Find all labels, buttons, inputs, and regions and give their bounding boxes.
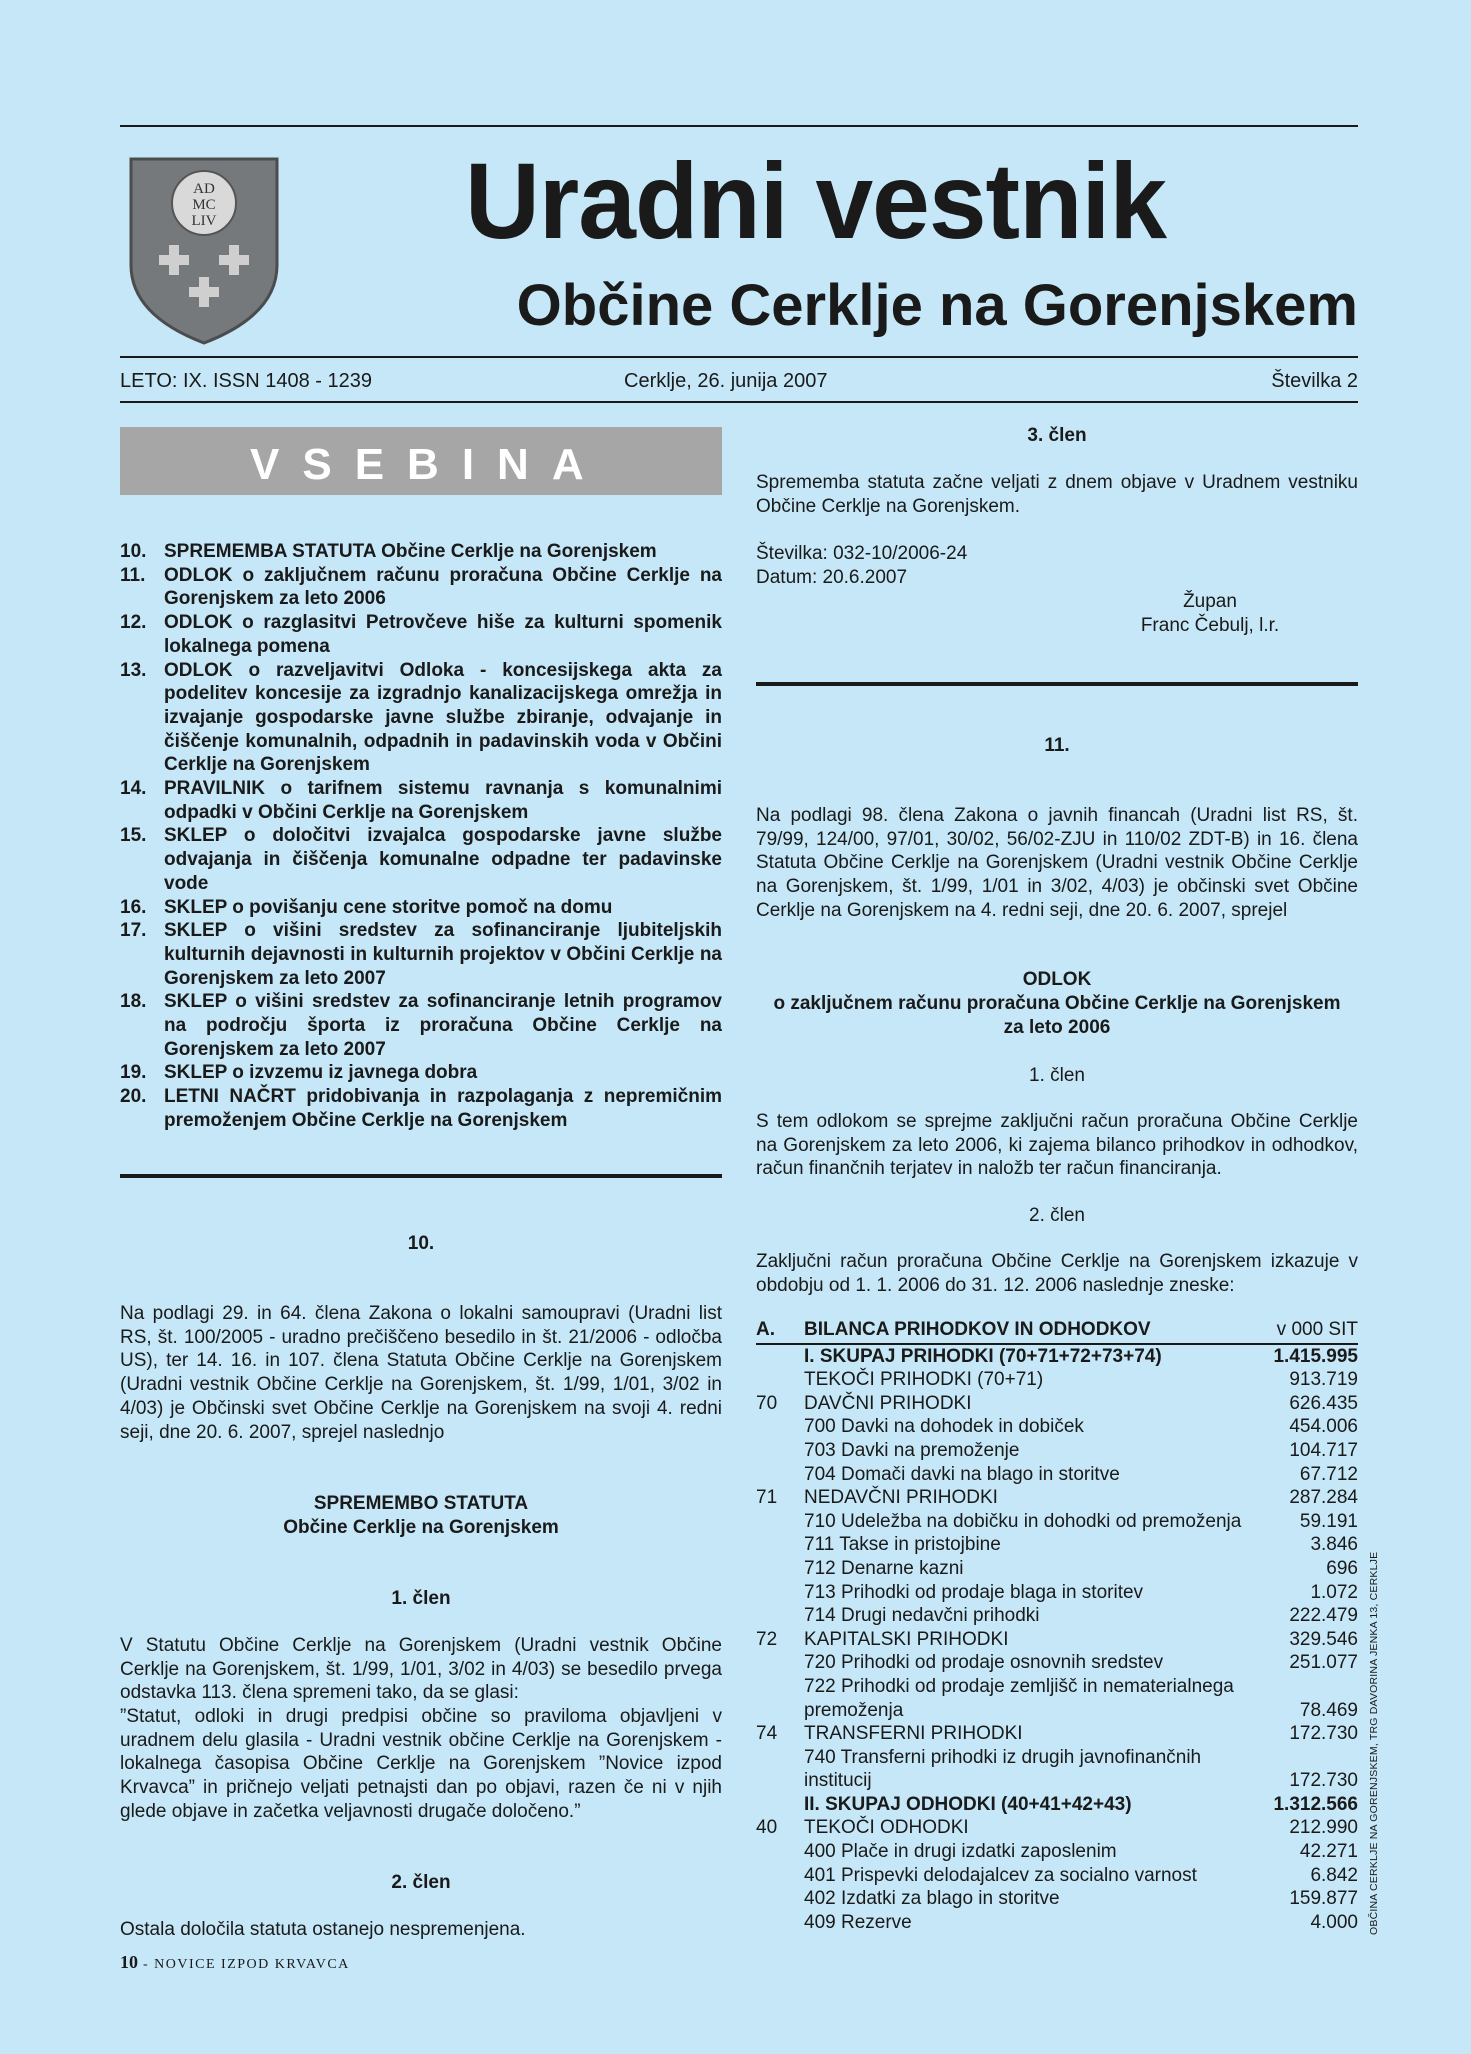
toc-item: 17. SKLEP o višini sredstev za sofinanciranje ljubiteljskih kulturnih dejavnosti in kulturnih projektov v Občini Cerklje na Gorenjskem za leto 2007 (120, 920, 722, 989)
meta-bottom-rule (120, 401, 1358, 403)
act11-title-3: za leto 2006 (1003, 1017, 1111, 1038)
row-label: TEKOČI PRIHODKI (70+71) (804, 1369, 1044, 1391)
table-header (756, 1318, 1358, 1345)
act10-title-2: Občine Cerklje na Gorenjskem (283, 1517, 559, 1538)
row-code (756, 1651, 804, 1675)
page-footer (120, 1952, 350, 1973)
row-label: 400 Plače in drugi izdatki zaposlenim (804, 1841, 1117, 1863)
act11-article-2: 2. člen (1029, 1205, 1085, 1226)
side-address: OBČINA CERKLJE NA GORENJSKEM, TRG DAVORINA JENKA 13, CERKLJE (1368, 1551, 1380, 1935)
row-code: 70 (756, 1392, 778, 1414)
row-label: TRANSFERNI PRIHODKI (804, 1723, 1023, 1745)
coat-of-arms-icon (127, 155, 281, 345)
place-date: Cerklje, 26. junija 2007 (624, 370, 828, 392)
act11-article-1-text: S tem odlokom se sprejme zaključni račun proračuna Občine Cerklje na Gorenjskem za leto 2006, ki zajema bilanco prihodkov in odhodkov, račun finančnih terjatev in naložb ter račun financiranja. (756, 1111, 1358, 1180)
table-row (756, 1722, 1358, 1746)
table-row (756, 1439, 1358, 1463)
row-code (756, 1368, 804, 1392)
act10-article-3: 3. člen (1027, 425, 1087, 446)
act10-number: 10. (407, 1233, 435, 1254)
page-number: 10 (120, 1952, 138, 1972)
contents-bottom-rule (120, 1174, 722, 1178)
row-label: 401 Prispevki delodajalcev za socialno varnost (804, 1864, 1197, 1886)
act11-intro: Na podlagi 98. člena Zakona o javnih financah (Uradni list RS, št. 79/99, 124/00, 97/01, 30/02, 56/02-ZJU in 110/02 ZDT-B) in 16. člena Statuta Občine Cerklje na Gorenjskem (Uradni vestnik Občine Cerklje na Gorenjskem, št. 1/99, 1/01 in 3/02, 4/03) je občinski svet Občine Cerklje na Gorenjskem na 4. redni seji, dne 20. 6. 2007, sprejel (756, 805, 1358, 921)
row-label: 714 Drugi nedavčni prihodki (804, 1605, 1040, 1627)
row-code (756, 1746, 804, 1793)
toc-item: 14. PRAVILNIK o tarifnem sistemu ravnanja s komunalnimi odpadki v Občini Cerklje na Gorenjskem (120, 778, 722, 823)
table-row (756, 1486, 1358, 1510)
toc-item: 20. LETNI NAČRT pridobivanja in razpolaganja z nepremičnim premoženjem Občine Cerklje na Gorenjskem (120, 1086, 722, 1131)
crest-text-2: MC (192, 197, 216, 213)
row-code (756, 1864, 804, 1888)
row-value: 78.469 (1299, 1699, 1358, 1721)
row-value: 1.072 (1310, 1581, 1358, 1603)
row-value: 329.546 (1289, 1628, 1358, 1650)
row-value: 172.730 (1289, 1723, 1358, 1745)
act10-article-2: 2. člen (391, 1872, 451, 1893)
row-value: 251.077 (1289, 1652, 1358, 1674)
act10-intro: Na podlagi 29. in 64. člena Zakona o lokalni samoupravi (Uradni list RS, št. 100/2005 - uradno prečiščeno besedilo in št. 21/2006 - odločba US), ter 14. 16. in 107. člena Statuta Občine Cerklje na Gorenjskem (Uradni vestnik Občine Cerklje na Gorenjskem, št. 1/99, 1/01, 3/02 in 4/03) je Občinski svet Občine Cerklje na Gorenjskem na svoji 4. redni seji, dne 20. 6. 2007, sprejel naslednjo (120, 1303, 722, 1443)
publication-subtitle: Občine Cerklje na Gorenjskem (516, 273, 1358, 338)
row-value: 4.000 (1310, 1911, 1358, 1933)
row-code (756, 1793, 804, 1817)
table-row (756, 1864, 1358, 1888)
table-row (756, 1651, 1358, 1675)
row-label: 409 Rezerve (804, 1911, 912, 1933)
row-code: 40 (756, 1817, 778, 1839)
row-label: 713 Prihodki od prodaje blaga in storitev (804, 1581, 1144, 1603)
row-code: 74 (756, 1723, 778, 1745)
row-code (756, 1510, 804, 1534)
row-label: 700 Davki na dohodek in dobiček (804, 1416, 1084, 1438)
row-code (756, 1675, 804, 1722)
row-value: 1.312.566 (1273, 1793, 1358, 1815)
row-code: 71 (756, 1487, 778, 1509)
crest-text-3: LIV (191, 213, 217, 229)
row-code (756, 1439, 804, 1463)
row-label: 402 Izdatki za blago in storitve (804, 1888, 1060, 1910)
act10-article-1: 1. člen (391, 1588, 451, 1609)
row-value: 287.284 (1289, 1487, 1358, 1509)
row-value: 6.842 (1310, 1864, 1358, 1886)
row-value: 172.730 (1289, 1770, 1358, 1792)
table-row (756, 1793, 1358, 1817)
row-value: 67.712 (1299, 1463, 1358, 1485)
header-title: BILANCA PRIHODKOV IN ODHODKOV (804, 1319, 1151, 1340)
row-value: 1.415.995 (1273, 1345, 1358, 1367)
row-label: TEKOČI ODHODKI (804, 1817, 969, 1839)
table-row (756, 1816, 1358, 1840)
masthead-bottom-rule (120, 356, 1358, 358)
header-code: A. (756, 1319, 775, 1340)
masthead (120, 125, 1358, 350)
row-label: DAVČNI PRIHODKI (804, 1392, 972, 1414)
signature-name: Franc Čebulj, l.r. (1140, 615, 1280, 636)
table-row (756, 1887, 1358, 1911)
table-row (756, 1557, 1358, 1581)
row-code (756, 1415, 804, 1439)
row-value: 913.719 (1289, 1369, 1358, 1391)
toc-item: 16. SKLEP o povišanju cene storitve pomoč na domu (120, 896, 613, 918)
act11-article-2-text: Zaključni račun proračuna Občine Cerklje na Gorenjskem izkazuje v obdobju od 1. 1. 2006 do 31. 12. 2006 naslednje zneske: (756, 1251, 1358, 1296)
row-code (756, 1887, 804, 1911)
row-label: 722 Prihodki od prodaje zemljišč in nematerialnega premoženja (804, 1675, 1234, 1721)
row-label: I. SKUPAJ PRIHODKI (70+71+72+73+74) (804, 1345, 1162, 1367)
table-row (756, 1746, 1358, 1793)
row-code (756, 1463, 804, 1487)
row-code: 72 (756, 1628, 778, 1650)
row-value: 159.877 (1289, 1888, 1358, 1910)
toc-item: 11. ODLOK o zaključnem računu proračuna Občine Cerklje na Gorenjskem za leto 2006 (120, 564, 722, 610)
table-row (756, 1345, 1358, 1369)
row-label: 710 Udeležba na dobičku in dohodki od premoženja (804, 1510, 1242, 1532)
row-value: 696 (1326, 1557, 1358, 1579)
row-code (756, 1533, 804, 1557)
row-value: 42.271 (1299, 1841, 1358, 1863)
row-label: 704 Domači davki na blago in storitve (804, 1463, 1120, 1485)
toc-item: 18. SKLEP o višini sredstev za sofinanciranje letnih programov na področju športa iz proračuna Občine Cerklje na Gorenjskem za leto 2007 (120, 991, 722, 1060)
table-of-contents (120, 540, 722, 1133)
row-code (756, 1581, 804, 1605)
row-label: NEDAVČNI PRIHODKI (804, 1487, 998, 1509)
balance-table (756, 1318, 1358, 1934)
table-row (756, 1675, 1358, 1722)
table-row (756, 1368, 1358, 1392)
issue-number: Številka 2 (1271, 370, 1358, 392)
row-label: 703 Davki na premoženje (804, 1439, 1020, 1461)
toc-item: 10. SPREMEMBA STATUTA Občine Cerklje na Gorenjskem (120, 541, 657, 562)
row-label: 740 Transferni prihodki iz drugih javnofinančnih institucij (804, 1746, 1202, 1792)
row-label: 711 Takse in pristojbine (804, 1534, 1001, 1556)
act10-article-3-text: Sprememba statuta začne veljati z dnem objave v Uradnem vestniku Občine Cerklje na Gorenjskem. (756, 472, 1358, 517)
act10-article-2-text: Ostala določila statuta ostanejo nespremenjena. (120, 1919, 526, 1940)
footer-publication: - NOVICE IZPOD KRVAVCA (138, 1957, 350, 1972)
act11-title-2: o zaključnem računu proračuna Občine Cerklje na Gorenjskem (773, 993, 1341, 1014)
toc-item: 19. SKLEP o izvzemu iz javnega dobra (120, 1062, 478, 1084)
row-value: 626.435 (1289, 1392, 1358, 1414)
signature-role: Župan (1183, 591, 1237, 612)
row-code (756, 1345, 804, 1369)
row-value: 222.479 (1289, 1605, 1358, 1627)
toc-item: 12. ODLOK o razglasitvi Petrovčeve hiše za kulturni spomenik lokalnega pomena (120, 612, 722, 657)
row-value: 3.846 (1310, 1534, 1358, 1556)
row-value: 212.990 (1289, 1817, 1358, 1839)
table-row (756, 1392, 1358, 1416)
toc-item: 13. ODLOK o razveljavitvi Odloka - koncesijskega akta za podelitev koncesije za izgradnjo kanalizacijskega omrežja in izvajanje gospodarske javne službe zbiranje, odvajanje in čiščenje komunalnih, odpadnih in padavinskih voda v Občini Cerklje na Gorenjskem (120, 659, 722, 776)
table-row (756, 1415, 1358, 1439)
row-label: KAPITALSKI PRIHODKI (804, 1628, 1009, 1650)
act10-article-1-quote: ”Statut, odloki in drugi predpisi občine so praviloma objavljeni v uradnem delu glasila - Uradni vestnik občine Cerklje na Gorenjskem - lokalnega časopisa Občine Cerklje na Gorenjskem ”Novice izpod Krvavca” in pričnejo veljati petnajsti dan po objavi, razen če ni v njih glede objave in začetka veljavnosti drugače določeno.” (120, 1706, 722, 1822)
table-body (756, 1345, 1358, 1935)
toc-item: 15. SKLEP o določitvi izvajalca gospodarske javne službe odvajanja in čiščenja komunalne odpadne ter padavinske vode (120, 825, 722, 894)
row-code (756, 1557, 804, 1581)
act11-title-1: ODLOK (1022, 969, 1092, 990)
act-separator-rule (756, 682, 1358, 686)
row-label: 720 Prihodki od prodaje osnovnih sredstev (804, 1652, 1164, 1674)
table-row (756, 1911, 1358, 1935)
reference-date: Datum: 20.6.2007 (756, 567, 908, 588)
contents-heading: VSEBINA (250, 440, 607, 489)
header-unit: v 000 SIT (1276, 1319, 1358, 1340)
act10-title-1: SPREMEMBO STATUTA (313, 1493, 529, 1514)
table-row (756, 1604, 1358, 1628)
act10-article-1-text: V Statutu Občine Cerklje na Gorenjskem (Uradni vestnik Občine Cerklje na Gorenjskem, št. 1/99, 1/01, 3/02 in 4/03) se besedilo prvega odstavka 113. člena spremeni tako, da se glasi: (120, 1635, 722, 1704)
act11-article-1: 1. člen (1029, 1065, 1085, 1086)
contents-heading-box (120, 427, 722, 495)
row-code (756, 1604, 804, 1628)
row-label: II. SKUPAJ ODHODKI (40+41+42+43) (804, 1793, 1132, 1815)
row-value: 454.006 (1289, 1416, 1358, 1438)
row-label: 712 Denarne kazni (804, 1557, 964, 1579)
publication-title: Uradni vestnik (465, 140, 1167, 261)
year-issn: LETO: IX. ISSN 1408 - 1239 (120, 370, 372, 392)
table-row (756, 1840, 1358, 1864)
table-row (756, 1463, 1358, 1487)
reference-number: Številka: 032-10/2006-24 (756, 543, 968, 564)
row-code (756, 1840, 804, 1864)
row-value: 104.717 (1289, 1439, 1358, 1461)
crest-text-1: AD (193, 181, 215, 197)
table-row (756, 1510, 1358, 1534)
row-value: 59.191 (1299, 1510, 1358, 1532)
row-code (756, 1911, 804, 1935)
act11-number: 11. (1044, 735, 1070, 756)
table-row (756, 1628, 1358, 1652)
table-row (756, 1533, 1358, 1557)
table-row (756, 1581, 1358, 1605)
